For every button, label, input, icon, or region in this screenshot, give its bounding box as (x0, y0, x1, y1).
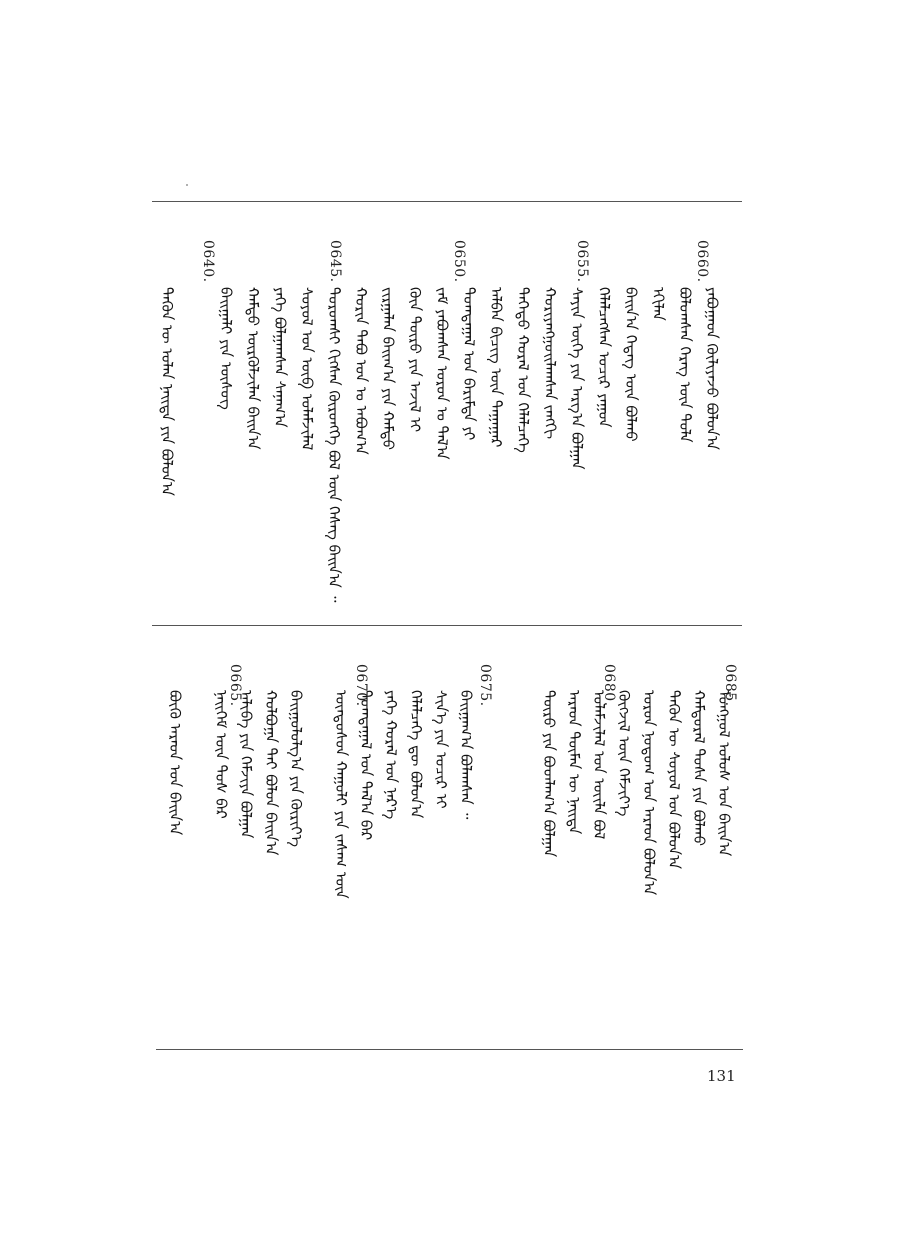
text-line: ᠳᠡᠭᠡᠳᠦ ᠬᠤᠷᠠᠯ ᠤᠨ ᠬᠡᠯᠡᠯᠴᠡᠭᠡ (514, 287, 532, 453)
text-line: ᠶᠡᠬᠡ ᠪᠣᠯᠭᠠᠭᠰᠠᠨ ᠰᠠᠨᠠᠭ᠎ᠠ (271, 287, 289, 428)
text-line: ᠵᠠᠮ ᠶᠠᠪᠤᠭᠰᠠᠨ ᠣᠷᠣᠨ ᠤ ᠲᠠᠯ᠎ᠠ (433, 287, 451, 460)
upper-rule (152, 201, 742, 202)
text-line: ᠬᠡᠯᠡᠯᠴᠡᠭᠡ ᠳᠦ ᠪᠣᠯᠤᠨ᠎ᠠ (407, 690, 425, 819)
line-number: 0675. (477, 664, 493, 707)
text-line: ᠲᠣᠭᠲᠠᠭᠠᠯ ᠤᠨ ᠲᠠᠯ᠎ᠠ ᠪᠡᠷ (357, 690, 375, 841)
line-number: 0660. (694, 240, 710, 283)
text-line: ᠦᠨᠳᠦᠰᠦᠨ ᠬᠠᠭᠤᠯᠢ ᠶᠢᠨ ᠵᠠᠰᠠᠭ ᠦᠨ (332, 690, 350, 899)
line-number: 0665. (227, 664, 243, 707)
text-line: ᠠᠯᠪᠠᠨ ᠪᠢᠴᠢᠭ ᠦᠨ ᠳᠠᠭᠠᠭᠠᠷ (487, 287, 505, 448)
text-line: ᠬᠤᠷᠢᠶᠠᠩᠭᠤᠢᠯᠠᠭᠰᠠᠨ ᠵᠠᠩᠭᠢ (541, 287, 559, 440)
text-line: ᠲᠡᠭᠦᠨ ᠦ ᠣᠯᠠᠨ ᠨᠡᠢᠲᠡ ᠶᠢᠨ ᠪᠣᠯᠤᠨ᠎ᠠ (158, 287, 176, 496)
text-line: ᠡᠬᠢᠯᠡᠨ (649, 287, 667, 321)
text-line: ᠲᠣᠭᠲᠠᠭᠠᠯ ᠤᠨ ᠪᠠᠷᠢᠮᠲᠠ ᠶᠢ (460, 287, 478, 441)
text-line: ᠪᠠᠢᠭᠠᠭ᠎ᠠ ᠪᠣᠯᠠᠭᠰᠠᠨ ᠃ (457, 690, 475, 820)
text-line: ᠲᠥᠷᠥ ᠶᠢᠨ ᠪᠣᠳᠯᠠᠭ᠎ᠠ ᠪᠣᠯᠭᠠᠨ (540, 690, 558, 858)
text-line: ᠬᠠᠮᠲᠤ ᠦᠷᠭᠦᠯᠵᠢᠯᠡᠨ ᠪᠠᠢᠨ᠎ᠠ (244, 287, 262, 450)
lower-rule (156, 1049, 743, 1050)
text-line: ᠳᠣᠷᠣᠭᠰᠢ ᠬᠢᠭᠰᠡᠨ ᠬᠥᠷᠦᠩᠭᠡ ᠪᠣᠯ ᠦᠨ ᠬᠡᠰᠡᠭ ᠪᠠᠢᠨ᠎ᠠ ᠃ (325, 287, 343, 603)
text-line: ᠠᠯᠢᠪᠠ ᠶᠢᠨ ᠬᠡᠮᠵᠢᠶᠡ ᠪᠣᠯᠭᠠᠨ (237, 690, 255, 839)
line-number: 0680. (601, 664, 617, 707)
text-line: ᠪᠠᠢᠭᠤᠯᠤᠯᠭ᠎ᠠ ᠶᠢᠨ ᠬᠦᠷᠢᠶ᠎ᠡ (287, 690, 305, 848)
page-number: 131 (707, 1067, 736, 1085)
text-line: ᠪᠦᠬᠦ ᠠᠷᠠᠳ ᠤᠨ ᠪᠠᠢᠨ᠎ᠠ (166, 690, 184, 836)
text-line: ᠬᠣᠯᠪᠣᠭᠠ ᠲᠠᠢ ᠪᠣᠯᠤᠨ ᠪᠠᠢᠨ᠎ᠠ (262, 690, 280, 856)
text-line: ᠵᠢᠷᠭᠠᠯᠠᠨ ᠪᠠᠢᠭ᠎ᠠ ᠶᠢᠨ ᠬᠠᠮᠲᠤ (379, 287, 397, 450)
text-line: ᠬᠣᠷᠢᠨ ᠲᠠᠪᠤ ᠣᠨ ᠤ ᠠᠪᠤᠭ᠎ᠠ (352, 287, 370, 455)
text-line: ᠬᠦᠨ ᠲᠥᠷᠥ ᠶᠢᠨ ᠠᠵᠢᠯ ᠢ (406, 287, 424, 433)
text-line: ᠪᠠᠢᠨ᠎ᠠ ᠭᠡᠳᠡᠭ ᠦᠨ ᠪᠣᠯᠬᠤ (622, 287, 640, 442)
text-line: ᠠᠷᠠᠳ ᠲᠦᠮᠡᠨ ᠦ ᠨᠡᠢᠲᠡ (565, 690, 583, 835)
middle-rule (152, 625, 742, 626)
text-line: ᠶᠡᠬᠡ ᠬᠤᠷᠠᠯ ᠤᠨ ᠨᠡᠷ᠎ᠡ (382, 690, 400, 820)
line-number: 0650. (451, 240, 467, 283)
text-line: ᠬᠠᠮᠲᠤᠷᠠᠯ ᠲᠤᠰᠠ ᠶᠢᠨ ᠪᠣᠯᠬᠤ (690, 690, 708, 847)
text-line: ᠶᠠᠪᠤᠭᠠᠳ ᠬᠦᠯᠢᠶᠡᠵᠦ ᠪᠣᠯᠤᠨ᠎ᠠ (703, 287, 721, 450)
text-line: ᠪᠠᠢᠭᠠᠯᠢ ᠶᠢᠨ ᠦᠰᠦᠭ (217, 287, 235, 410)
text-line: ᠨᠡᠢᠭᠡᠮ ᠦᠨ ᠲᠤᠰ ᠪᠡᠷ (212, 690, 230, 819)
line-number: 0645. (327, 240, 343, 283)
text-line: ᠪᠣᠯᠣᠭᠰᠠᠨ ᠬᠡᠷᠡᠭ ᠦᠨ ᠲᠤᠯᠠ (676, 287, 694, 443)
text-line: ᠲᠡᠭᠦᠨ ᠦ ᠰᠣᠶᠣᠯ ᠤᠨ ᠪᠣᠯᠤᠨ᠎ᠠ (665, 690, 683, 870)
line-number: 0655. (574, 240, 590, 283)
text-line: ᠤᠯᠠᠮᠵᠢᠯᠠᠯ ᠤᠨ ᠦᠢᠯᠡ ᠪᠣᠯ (590, 690, 608, 840)
text-line: ᠰᠣᠶᠣᠯ ᠤᠨ ᠥᠪ ᠤᠯᠠᠮᠵᠢᠯᠠᠯ (298, 287, 316, 451)
paper-speck (186, 184, 188, 186)
text-line: ᠬᠥᠭᠵᠢᠯ ᠦᠨ ᠬᠡᠮᠵᠢᠶ᠎ᠡ (615, 690, 633, 817)
line-number: 0670. (353, 664, 369, 707)
text-line: ᠰᠠᠶᠢᠨ ᠦᠭᠡ ᠶᠢᠨ ᠠᠷᠭ᠎ᠠ ᠪᠣᠯᠭᠠᠨ (568, 287, 586, 470)
line-number: 0640. (200, 240, 216, 283)
line-number: 0685. (722, 664, 738, 707)
text-line: ᠬᠡᠯᠡᠯᠴᠡᠭᠰᠡᠨ ᠤᠴᠢᠷ ᠶᠠᠭᠤᠨ (595, 287, 613, 428)
text-line: ᠮᠣᠩᠭᠣᠯ ᠤᠯᠤᠰ ᠤᠨ ᠪᠠᠢᠨ᠎ᠠ (715, 690, 733, 857)
text-line: ᠣᠷᠣᠨ ᠨᠤᠲᠤᠭ ᠤᠨ ᠠᠷᠠᠳ ᠪᠣᠯᠤᠨ᠎ᠠ (640, 690, 658, 896)
text-line: ᠰᠢᠨ᠎ᠡ ᠶᠢᠨ ᠤᠴᠢᠷ ᠢ (432, 690, 450, 809)
